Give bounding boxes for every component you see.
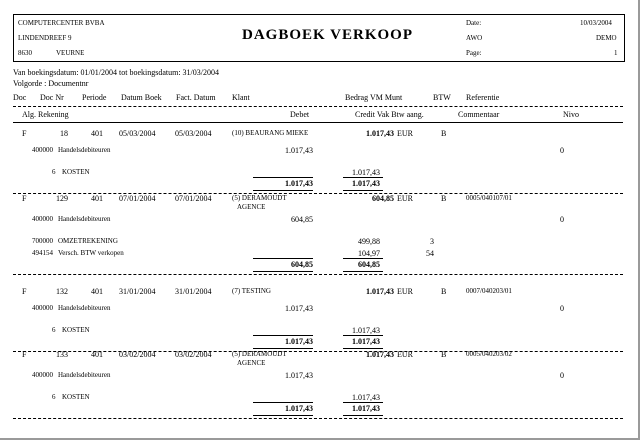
entry-datumboek: 05/03/2004 — [119, 129, 156, 138]
entry-klant: (7) TESTING — [232, 287, 271, 295]
entry-referentie: 0007/040203/01 — [466, 287, 512, 295]
entry-debtor-name: Handelsdebiteuren — [58, 146, 111, 154]
entry-datumboek: 07/01/2004 — [119, 194, 156, 203]
credit-total-double-rule — [343, 415, 383, 416]
entry-periode: 401 — [91, 194, 103, 203]
entry-factdatum: 07/01/2004 — [175, 194, 212, 203]
line-vak: 3 — [430, 237, 434, 246]
entry-doc: F — [22, 129, 27, 138]
entry-docnr: 129 — [56, 194, 68, 203]
entry-total-credit: 1.017,43 — [352, 404, 380, 413]
line-account: 700000 — [32, 237, 53, 245]
credit-total-rule — [343, 258, 383, 259]
entry-separator — [13, 193, 623, 194]
order-line: Volgorde : Documentnr — [13, 79, 89, 88]
entry-nivo: 0 — [560, 371, 564, 380]
entry-amount: 1.017,43 — [366, 287, 394, 296]
entry-total-debet: 1.017,43 — [285, 404, 313, 413]
entry-munt: EUR — [397, 194, 413, 203]
company-street: LINDENDREEF 9 — [18, 34, 72, 42]
entry-doc: F — [22, 287, 27, 296]
company-city: VEURNE — [56, 49, 85, 57]
debet-total-double-rule — [253, 415, 313, 416]
entry-nivo: 0 — [560, 304, 564, 313]
col-referentie: Referentie — [466, 93, 500, 102]
col-debet: Debet — [290, 110, 310, 119]
col-commentaar: Commentaar — [458, 110, 500, 119]
report-title: DAGBOEK VERKOOP — [242, 27, 413, 43]
line-name: OMZETREKENING — [58, 237, 118, 245]
line-credit: 499,88 — [358, 237, 380, 246]
col-docnr: Doc Nr — [40, 93, 64, 102]
entry-debtor-account: 400000 — [32, 371, 53, 379]
entry-factdatum: 03/02/2004 — [175, 350, 212, 359]
entry-klant: (5) DERAMOUDT — [232, 194, 287, 202]
col-klant: Klant — [232, 93, 250, 102]
line-account: 6 — [52, 326, 56, 334]
entry-total-debet: 604,85 — [291, 260, 313, 269]
col-factdatum: Fact. Datum — [176, 93, 216, 102]
period-line: Van boekingsdatum: 01/01/2004 tot boekingsdatum: 31/03/2004 — [13, 68, 219, 77]
entry-klant-line2: AGENCE — [237, 359, 266, 367]
debet-total-double-rule — [253, 348, 313, 349]
col-bedrag: Bedrag VM Munt — [345, 93, 403, 102]
entry-total-debet: 1.017,43 — [285, 179, 313, 188]
entry-munt: EUR — [397, 129, 413, 138]
line-account: 6 — [52, 393, 56, 401]
credit-total-double-rule — [343, 271, 383, 272]
company-name: COMPUTERCENTER BVBA — [18, 19, 105, 27]
credit-total-double-rule — [343, 348, 383, 349]
entry-separator — [13, 274, 623, 275]
header-underline — [13, 122, 623, 123]
entry-debet: 1.017,43 — [285, 371, 313, 380]
debet-total-rule — [253, 335, 313, 336]
col-datumboek: Datum Boek — [121, 93, 162, 102]
entry-klant-line2: AGENCE — [237, 203, 266, 211]
entry-separator — [13, 351, 623, 352]
entry-docnr: 132 — [56, 287, 68, 296]
entry-btw: B — [441, 129, 447, 138]
entry-amount: 604,85 — [372, 194, 394, 203]
entry-referentie: 0005/040107/01 — [466, 194, 512, 202]
entry-debet: 604,85 — [291, 215, 313, 224]
date-label: Date: — [466, 19, 482, 27]
entry-debtor-name: Handelsdebiteuren — [58, 371, 111, 379]
entry-docnr: 18 — [60, 129, 68, 138]
entry-total-credit: 1.017,43 — [352, 337, 380, 346]
debet-total-rule — [253, 402, 313, 403]
credit-total-rule — [343, 335, 383, 336]
page-value: 1 — [614, 49, 618, 57]
entry-btw: B — [441, 350, 447, 359]
credit-total-double-rule — [343, 190, 383, 191]
entry-klant: (10) BEAURANG MIEKE — [232, 129, 309, 137]
col-doc: Doc — [13, 93, 27, 102]
entry-amount: 1.017,43 — [366, 350, 394, 359]
line-credit: 1.017,43 — [352, 168, 380, 177]
line-credit: 104,97 — [358, 249, 380, 258]
entry-klant: (5) DERAMOUDT — [232, 350, 287, 358]
date-value: 10/03/2004 — [580, 19, 612, 27]
line-name: KOSTEN — [62, 393, 90, 401]
page-label: Page: — [466, 49, 482, 57]
debet-total-rule — [253, 258, 313, 259]
col-btw: BTW — [433, 93, 451, 102]
entry-factdatum: 05/03/2004 — [175, 129, 212, 138]
company-zip: 8630 — [18, 49, 32, 57]
line-account: 494154 — [32, 249, 53, 257]
line-vak: 54 — [426, 249, 434, 258]
col-credit: Credit Vak Btw aang. — [355, 110, 424, 119]
entry-amount: 1.017,43 — [366, 129, 394, 138]
entry-nivo: 0 — [560, 215, 564, 224]
entry-referentie: 0005/040203/02 — [466, 350, 512, 358]
entry-total-debet: 1.017,43 — [285, 337, 313, 346]
line-credit: 1.017,43 — [352, 326, 380, 335]
col-periode: Periode — [82, 93, 107, 102]
line-name: KOSTEN — [62, 168, 90, 176]
user-value: DEMO — [596, 34, 617, 42]
entry-munt: EUR — [397, 350, 413, 359]
header-separator — [13, 106, 623, 107]
entry-munt: EUR — [397, 287, 413, 296]
entry-debet: 1.017,43 — [285, 304, 313, 313]
credit-total-rule — [343, 177, 383, 178]
entry-total-credit: 1.017,43 — [352, 179, 380, 188]
entry-nivo: 0 — [560, 146, 564, 155]
entry-datumboek: 31/01/2004 — [119, 287, 156, 296]
credit-total-rule — [343, 402, 383, 403]
entry-doc: F — [22, 350, 27, 359]
entry-debtor-name: Handelsdebiteuren — [58, 215, 111, 223]
entry-docnr: 133 — [56, 350, 68, 359]
entry-btw: B — [441, 287, 447, 296]
line-credit: 1.017,43 — [352, 393, 380, 402]
entry-debtor-account: 400000 — [32, 304, 53, 312]
entry-periode: 401 — [91, 350, 103, 359]
entry-debet: 1.017,43 — [285, 146, 313, 155]
entry-factdatum: 31/01/2004 — [175, 287, 212, 296]
col-alg-rekening: Alg. Rekening — [22, 110, 69, 119]
entry-btw: B — [441, 194, 447, 203]
user-label: AWO — [466, 34, 483, 42]
debet-total-double-rule — [253, 271, 313, 272]
entry-debtor-account: 400000 — [32, 146, 53, 154]
entry-periode: 401 — [91, 129, 103, 138]
debet-total-rule — [253, 177, 313, 178]
entry-separator — [13, 418, 623, 419]
line-account: 6 — [52, 168, 56, 176]
line-name: KOSTEN — [62, 326, 90, 334]
entry-datumboek: 03/02/2004 — [119, 350, 156, 359]
entry-debtor-account: 400000 — [32, 215, 53, 223]
debet-total-double-rule — [253, 190, 313, 191]
entry-debtor-name: Handelsdebiteuren — [58, 304, 111, 312]
col-nivo: Nivo — [563, 110, 579, 119]
entry-total-credit: 604,85 — [358, 260, 380, 269]
entry-periode: 401 — [91, 287, 103, 296]
entry-doc: F — [22, 194, 27, 203]
line-name: Versch. BTW verkopen — [58, 249, 124, 257]
